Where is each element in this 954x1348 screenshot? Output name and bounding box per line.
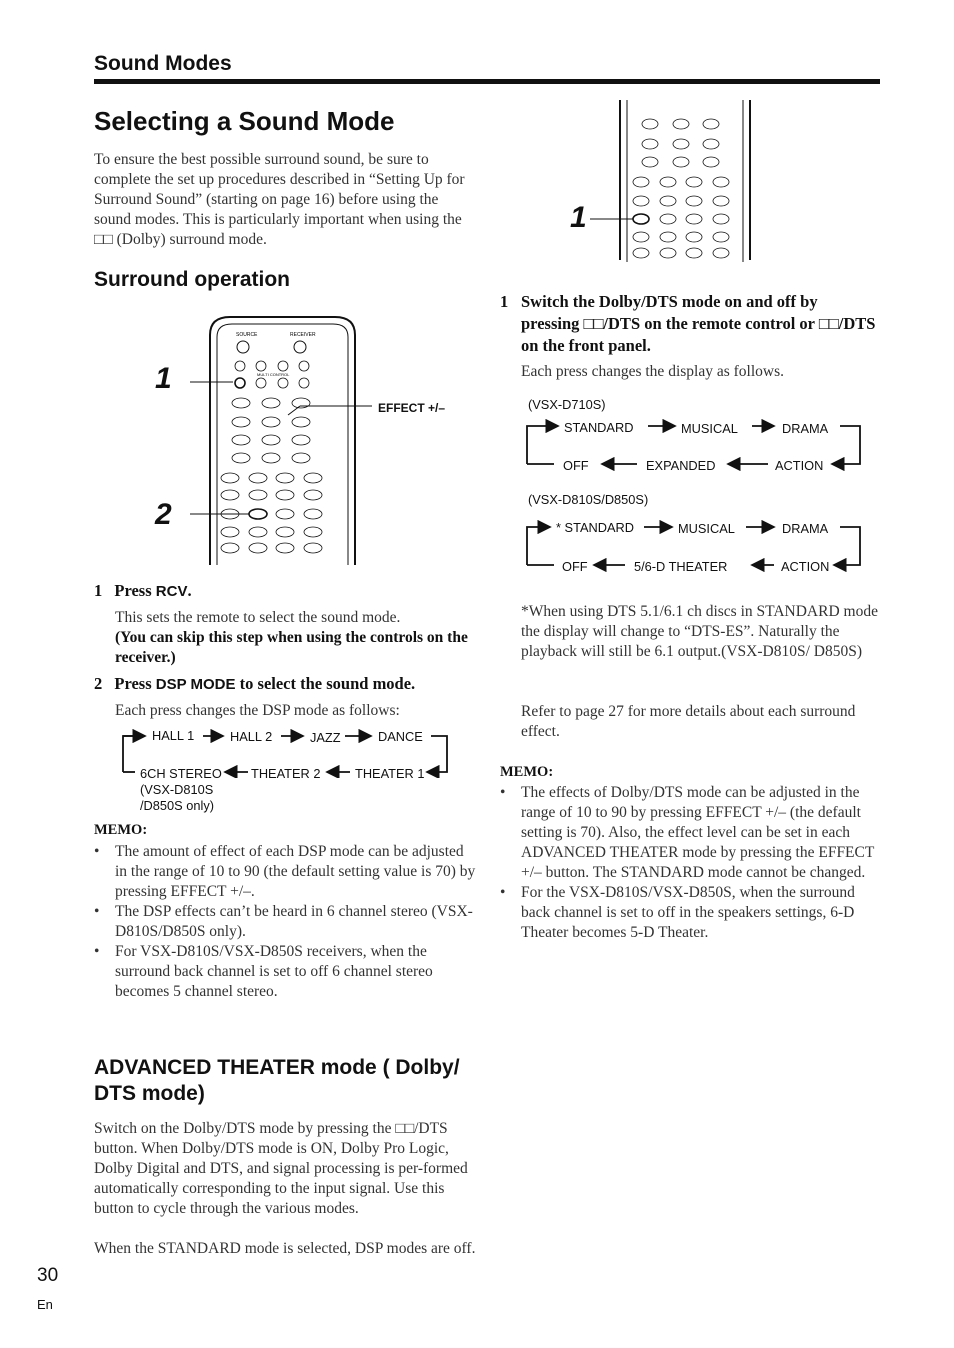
remote-control-illustration-2: [560, 100, 790, 270]
rcv-key: RCV: [155, 583, 188, 600]
dsp-theater2: THEATER 2: [251, 766, 321, 781]
step-2-left: [94, 673, 415, 696]
step-1-desc: This sets the remote to select the sound mode.: [115, 609, 401, 626]
dsp-6ch-note: (VSX-D810S /D850S only): [140, 782, 214, 813]
memo-item: • For the VSX-D810S/VSX-D850S, when the surround back channel is set to off in the speakers settings, 6-D Theater becomes 5-D Theater.: [500, 884, 855, 941]
step-tail: to select the sound mode.: [235, 674, 416, 693]
remote-figure: [150, 315, 470, 565]
flow1-standard: STANDARD: [564, 420, 634, 435]
flow1-musical: MUSICAL: [681, 421, 738, 436]
dsp-mode-key: DSP MODE: [155, 676, 236, 693]
right-desc: Each press changes the display as follows.: [521, 363, 785, 380]
advanced-p2: When the STANDARD mode is selected, DSP modes are off.: [94, 1240, 476, 1257]
flow2-musical: MUSICAL: [678, 521, 735, 536]
surround-heading: Surround operation: [94, 268, 290, 291]
step-tail: .: [187, 581, 192, 600]
page-title: Selecting a Sound Mode: [94, 106, 395, 136]
step-1-right: [500, 291, 880, 357]
memo-title-right: MEMO:: [500, 764, 554, 780]
callout-1: 1: [155, 362, 172, 395]
flow2-model: (VSX-D810S/D850S): [528, 492, 649, 507]
memo-item: • The DSP effects can’t be heard in 6 channel stereo (VSX-D810S/D850S only).: [94, 903, 473, 940]
flow2-standard: * STANDARD: [556, 520, 634, 535]
flow1-model: (VSX-D710S): [528, 397, 606, 412]
flow1-expanded: EXPANDED: [646, 458, 716, 473]
memo-item: • The amount of effect of each DSP mode can be adjusted in the range of 10 to 90 (the default setting value is 70) by pressing EFFECT +/–.: [94, 843, 476, 900]
step-text: Press: [114, 581, 156, 600]
page-number: 30: [37, 1265, 59, 1286]
dsp-dance: DANCE: [378, 729, 423, 744]
step-text: Switch the Dolby/DTS mode on and off by pressing □□/DTS on the remote control or □□/DTS on the front panel.: [521, 292, 876, 355]
step-1-note: (You can skip this step when using the controls on the receiver.): [115, 629, 468, 666]
flow1-action: ACTION: [775, 458, 824, 473]
remote-multi-label: MULTI CONTROL: [257, 372, 290, 377]
step-1-left: [94, 580, 192, 603]
flow1-drama: DRAMA: [782, 421, 829, 436]
memo-item: • The effects of Dolby/DTS mode can be adjusted in the range of 10 to 90 by pressing EFFECT +/– (the default setting is 70). Also, the effect level can be set in each ADVANCED THEATER mode by pressing the EFFECT +/– button. The STANDARD mode cannot be changed.: [500, 784, 875, 881]
flow2-theater: 5/6-D THEATER: [634, 559, 728, 574]
dsp-hall2: HALL 2: [230, 729, 273, 744]
section-header: Sound Modes: [94, 52, 232, 75]
remote-figure-right: [560, 100, 790, 270]
advanced-p1: Switch on the Dolby/DTS mode by pressing the □□/DTS button. When Dolby/DTS mode is ON, Dolby Pro Logic, Dolby Digital and DTS, and signal processing is per-formed automatically corresponding to the input signal. Use this button to cycle through the various modes.: [94, 1120, 468, 1217]
memo-item: • For VSX-D810S/VSX-D850S receivers, when the surround back channel is set to off 6 channel stereo becomes 5 channel stereo.: [94, 943, 433, 1000]
flow1-off: OFF: [563, 458, 589, 473]
header-rule: [94, 79, 880, 84]
effect-label: EFFECT +/–: [378, 401, 446, 415]
step-number: 1: [94, 581, 103, 600]
step-text: Press: [114, 674, 156, 693]
flow2-drama: DRAMA: [782, 521, 829, 536]
flow2-off: OFF: [562, 559, 588, 574]
advanced-heading: ADVANCED THEATER mode ( Dolby/ DTS mode): [94, 1056, 460, 1105]
flow2-action: ACTION: [781, 559, 830, 574]
footnote: *When using DTS 5.1/6.1 ch discs in STANDARD mode the display will change to “DTS-ES”. Naturally the playback will still be 6.1 output.(VSX-D810S/ D850S): [521, 603, 878, 660]
memo-list-left: [94, 842, 476, 1002]
step-number: 2: [94, 674, 103, 693]
intro-paragraph: To ensure the best possible surround sound, be sure to complete the set up procedures described in “Setting Up for Surround Sound” (starting on page 16) before using the sound modes. This is particularly important when using the □□ (Dolby) surround mode.: [94, 151, 465, 248]
language-tag: En: [37, 1297, 53, 1312]
dsp-hall1: HALL 1: [152, 728, 195, 743]
step-2-desc: Each press changes the DSP mode as follows:: [115, 702, 400, 719]
memo-list-right: [500, 783, 882, 943]
dsp-6ch-stereo: 6CH STEREO: [140, 766, 222, 781]
dsp-jazz: JAZZ: [310, 730, 341, 745]
remote-control-illustration: [150, 315, 470, 565]
callout-2: 2: [155, 498, 172, 531]
remote-receiver-label: RECEIVER: [290, 332, 316, 338]
dsp-theater1: THEATER 1: [355, 766, 425, 781]
step-number: 1: [500, 292, 509, 311]
callout-right-1: 1: [570, 201, 587, 234]
remote-source-label: SOURCE: [236, 332, 258, 338]
memo-title-left: MEMO:: [94, 822, 148, 838]
refer-paragraph: Refer to page 27 for more details about each surround effect.: [521, 703, 856, 740]
